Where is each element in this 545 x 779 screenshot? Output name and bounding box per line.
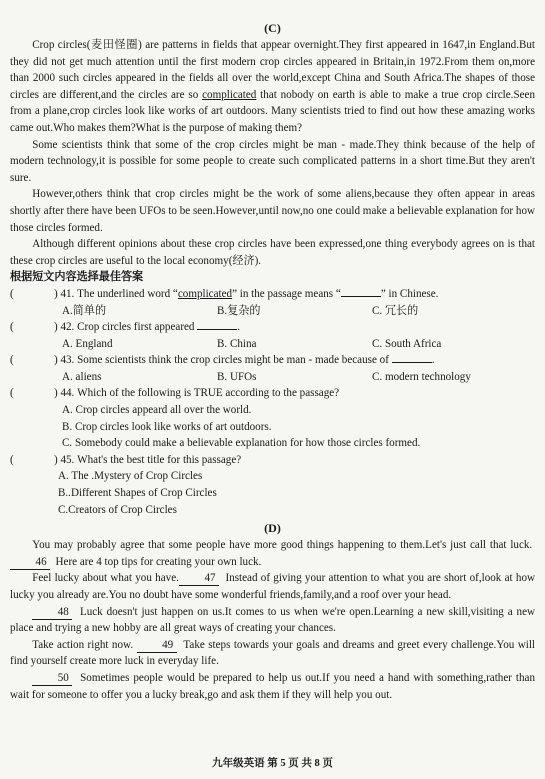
question-number: ) 41. bbox=[54, 287, 75, 300]
passage-c-paragraph-3: However,others think that crop circles might be the work of some aliens,because they often appear in areas shortly after there have been UFOs to be seen.However,until now,no one could make a believable explanation for how those circles formed. bbox=[10, 188, 536, 234]
blank-47[interactable]: 47 bbox=[179, 572, 219, 586]
question-44: ( ) 44. Which of the following is TRUE according to the passage? bbox=[10, 385, 535, 402]
option-c[interactable]: C. modern technology bbox=[372, 370, 471, 383]
answer-paren[interactable]: ( bbox=[10, 321, 14, 334]
option-c[interactable]: C. Somebody could make a believable explanation for how those circles formed. bbox=[62, 437, 421, 450]
question-45-options bbox=[10, 468, 535, 518]
passage-d-paragraph-4: Take action right now. 49 Take steps towards your goals and dreams and greet every challenge.You will find yourself create more luck in everyday life. bbox=[10, 638, 536, 668]
option-a[interactable]: A. The .Mystery of Crop Circles bbox=[58, 470, 203, 483]
question-42: ( ) 42. Crop circles first appeared . bbox=[10, 319, 535, 336]
option-b[interactable]: B. Crop circles look like works of art outdoors. bbox=[62, 420, 272, 433]
instruction: 根据短文内容选择最佳答案 bbox=[10, 271, 144, 284]
passage-d-paragraph-3: 48 Luck doesn't just happen on us.It comes to us when we're open.Learning a new skill,visiting a new place and trying a new hobby are all great ways of creating your chances. bbox=[10, 605, 536, 635]
section-c-title: (C) bbox=[264, 21, 281, 35]
question-42-options bbox=[10, 336, 535, 353]
passage-d-paragraph-5: 50 Sometimes people would be prepared to help us out.If you need a hand with something,rather than wait for someone to offer you a lucky break,go and ask them if they will help you out. bbox=[10, 671, 536, 701]
answer-paren[interactable]: ( bbox=[10, 453, 14, 466]
answer-blank[interactable] bbox=[197, 329, 237, 330]
passage-d-paragraph-1: You may probably agree that some people have more good things happening to them.Let's just call that luck. 46 Here are 4 top tips for creating your own luck. bbox=[10, 537, 535, 570]
passage-d-paragraph-2: Feel lucky about what you have. 47 Instead of giving your attention to what you are short of,look at how lucky you already are.You no doubt have some wonderful friends,family,and a roof over your head. bbox=[10, 572, 536, 601]
question-41: ( ) 41. The underlined word “ complicated ” in the passage means “ ” in Chinese. bbox=[10, 286, 535, 303]
option-c[interactable]: C. 冗长的 bbox=[372, 304, 419, 317]
underlined-word: complicated bbox=[202, 88, 257, 101]
answer-blank[interactable] bbox=[341, 296, 381, 297]
option-a[interactable]: A. aliens bbox=[62, 370, 102, 383]
option-b[interactable]: B. UFOs bbox=[217, 370, 257, 383]
blank-50[interactable]: 50 bbox=[32, 672, 72, 686]
question-43: ( ) 43. Some scientists think the crop circles might be man - made because of . bbox=[10, 352, 535, 369]
option-c[interactable]: C. South Africa bbox=[372, 337, 442, 350]
answer-paren[interactable]: ( bbox=[10, 387, 14, 400]
question-44-options bbox=[10, 402, 535, 452]
question-41-options bbox=[10, 303, 535, 320]
option-a[interactable]: A. England bbox=[62, 337, 113, 350]
option-c[interactable]: C.Creators of Crop Circles bbox=[58, 503, 177, 516]
option-b[interactable]: B..Different Shapes of Crop Circles bbox=[58, 487, 217, 500]
section-d-title: (D) bbox=[264, 521, 281, 536]
blank-48[interactable]: 48 bbox=[32, 606, 72, 620]
blank-49[interactable]: 49 bbox=[137, 639, 177, 653]
answer-paren[interactable]: ( bbox=[10, 287, 14, 300]
question-43-options bbox=[10, 369, 535, 386]
blank-46[interactable]: 46 bbox=[10, 556, 50, 570]
passage-c-paragraph-4: Although different opinions about these crop circles have been expressed,one thing everybody agrees on is that these crop circles are useful to the local economy(经济). bbox=[10, 238, 535, 267]
option-a[interactable]: A.简单的 bbox=[62, 304, 107, 317]
question-45: ( ) 45. What's the best title for this passage? bbox=[10, 452, 535, 469]
option-a[interactable]: A. Crop circles appeard all over the world. bbox=[62, 404, 252, 417]
option-b[interactable]: B. China bbox=[217, 337, 257, 350]
answer-paren[interactable]: ( bbox=[10, 354, 14, 367]
page-footer: 九年级英语 第 5 页 共 8 页 bbox=[212, 758, 333, 770]
exam-page bbox=[0, 20, 545, 779]
passage-c-paragraph-2: Some scientists think that some of the crop circles might be man - made.They think because of the help of modern technology,it is possible for some people to create such complicated patterns in a short time.But they aren't sure. bbox=[10, 138, 535, 184]
answer-blank[interactable] bbox=[392, 362, 432, 363]
option-b[interactable]: B.复杂的 bbox=[217, 304, 261, 317]
passage-c-paragraph-1: Crop circles(麦田怪圈) are patterns in fields that appear overnight.They first appeared in 1647,in England.But they did not get much attention until the first modern crop circles appeared in Britain,in 1972.From them on,more than 2000 such circles appeared in the fields all over the world,except China and South Africa.The shapes of those circles are different,and the circles are so complicated that nobody on earth is able to make a true crop circle.Seen from a plane,crop circles look like works of art outdoors. Many scientists tried to find out how these amazing works came out.Who makes them?What is the purpose of making them? bbox=[10, 39, 536, 134]
